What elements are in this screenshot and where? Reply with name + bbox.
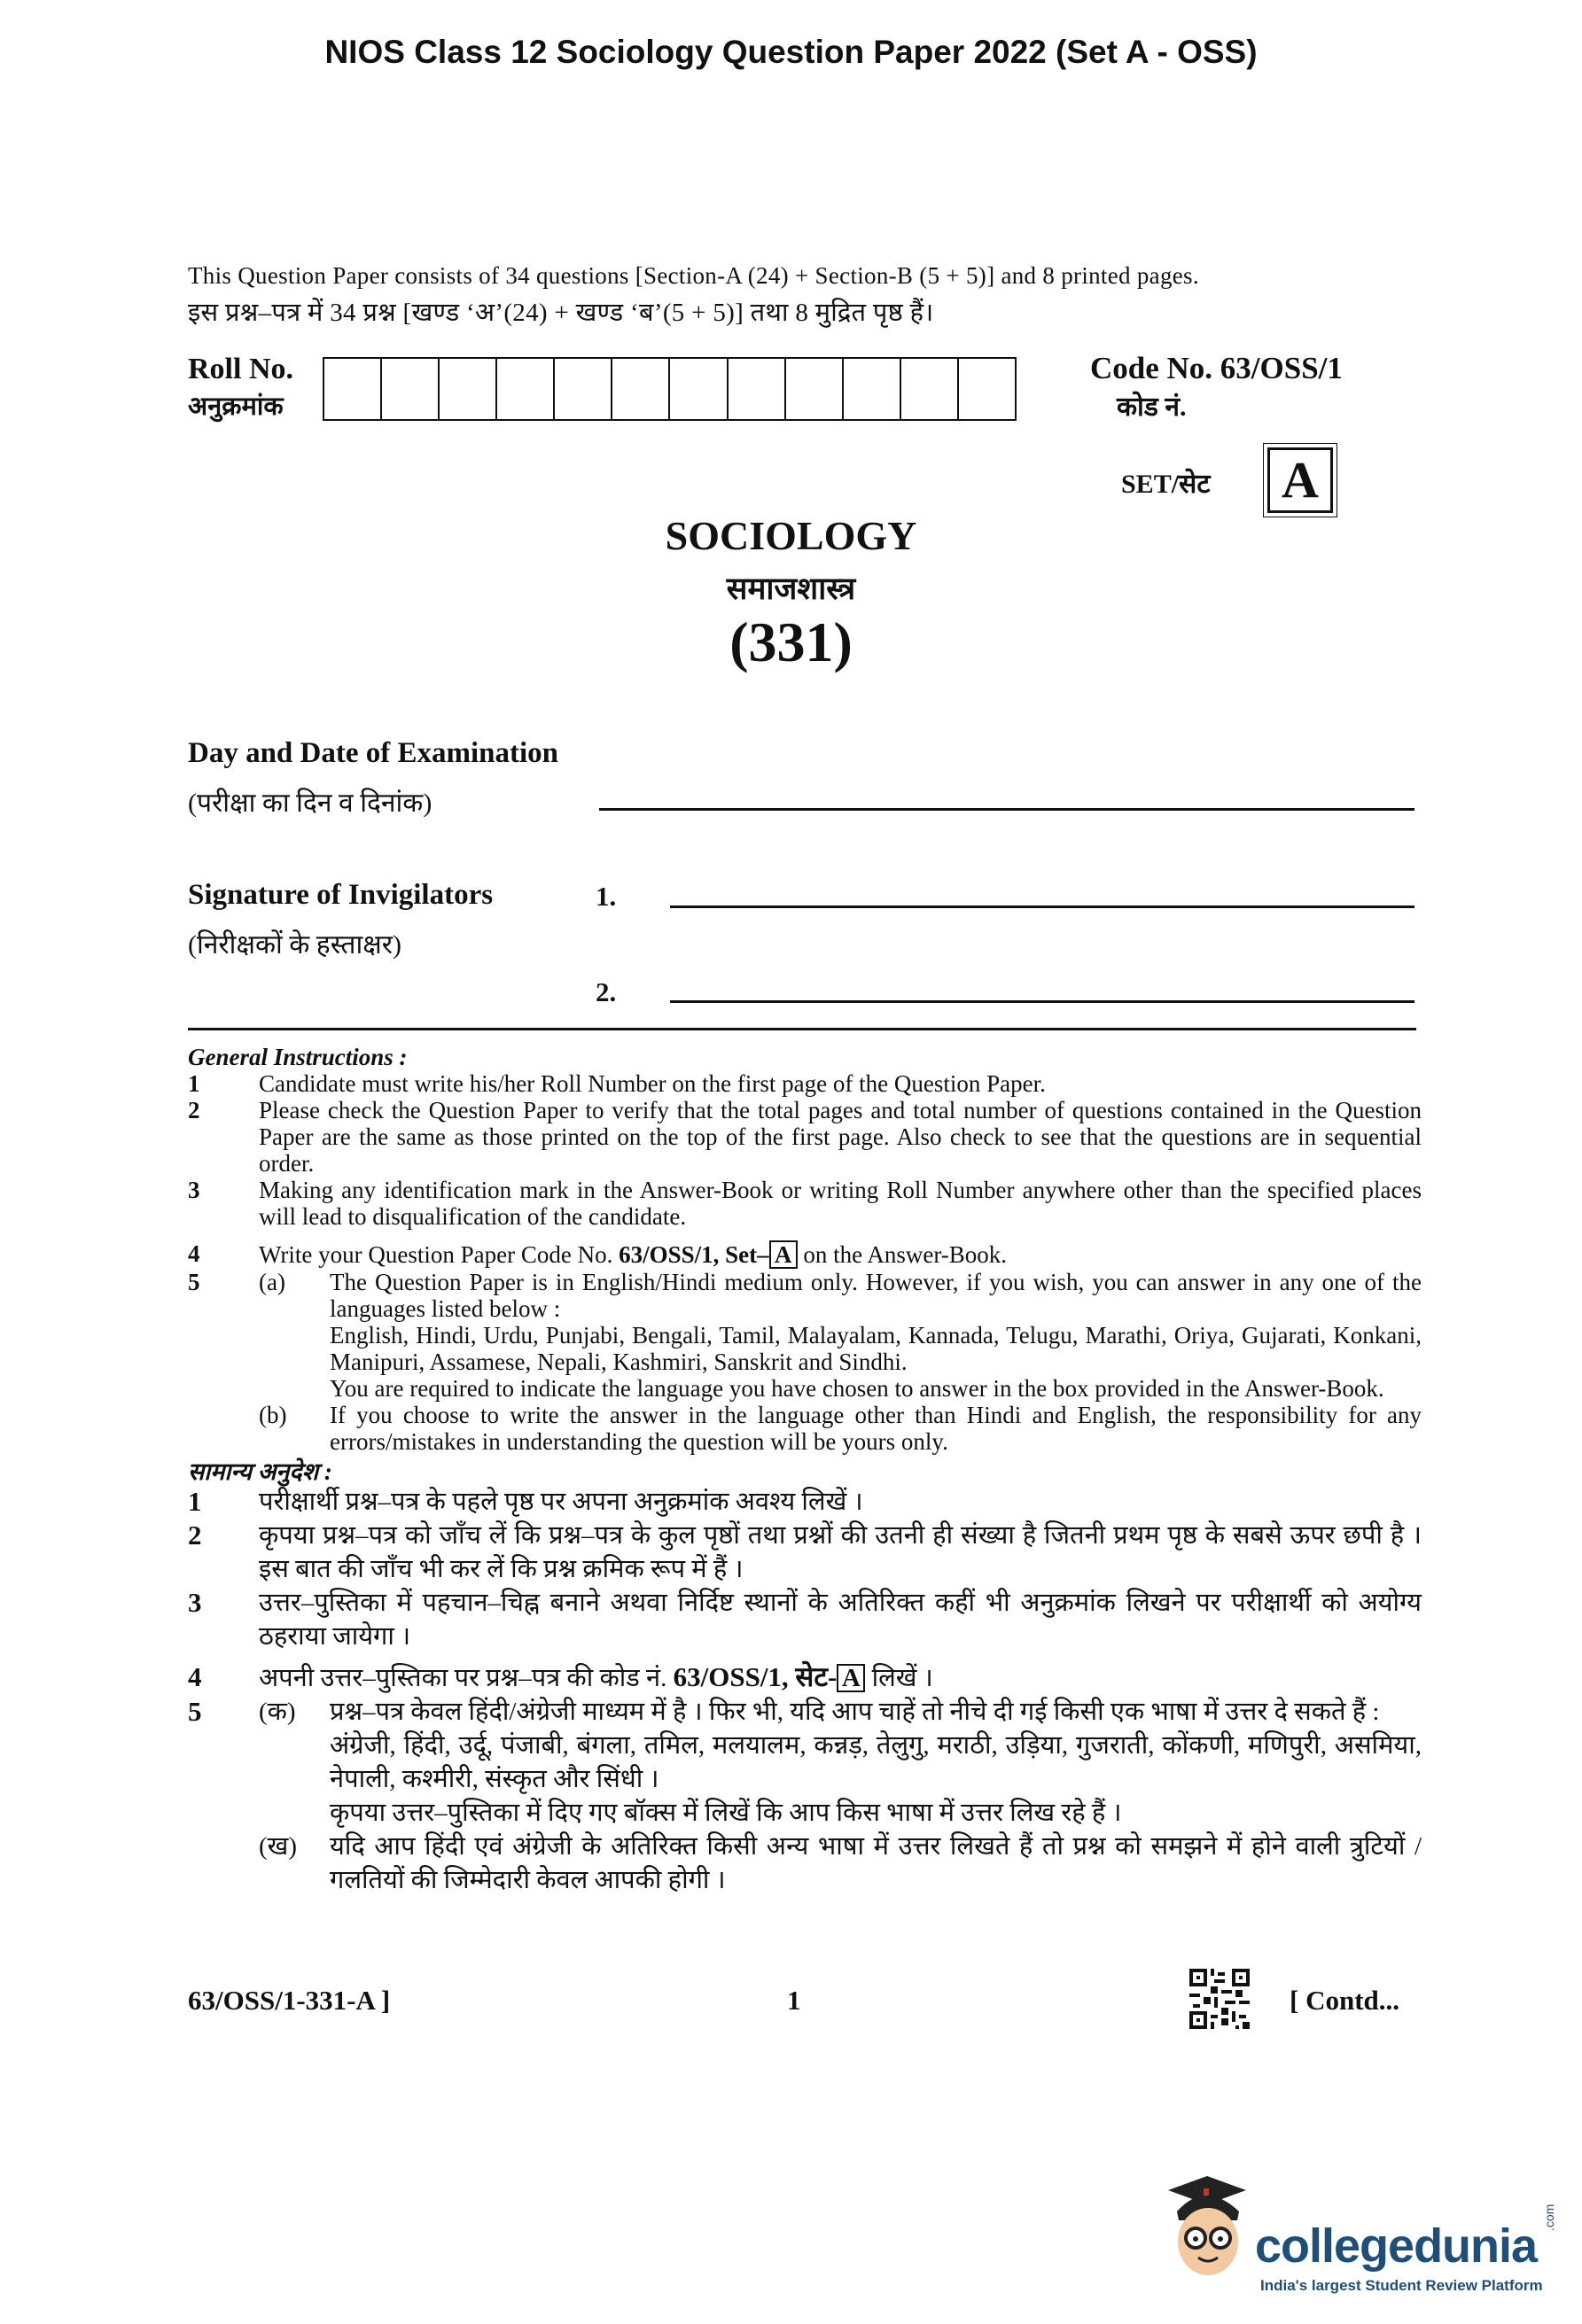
- invigilator-label-hi: (निरीक्षकों के हस्ताक्षर): [188, 930, 402, 960]
- roll-box[interactable]: [440, 359, 497, 419]
- roll-box[interactable]: [901, 359, 959, 419]
- roll-box[interactable]: [670, 359, 728, 419]
- code-label-hi: कोड नं.: [1117, 393, 1187, 422]
- exam-date-label: Day and Date of Examination: [188, 737, 559, 769]
- set-label: SET/सेट: [1121, 470, 1211, 499]
- instruction-item-hi: 4 अपनी उत्तर–पुस्तिका पर प्रश्न–पत्र की कोड नं. 63/OSS/1, सेट- A लिखें ।: [188, 1661, 933, 1692]
- set-box-inline: A: [769, 1240, 798, 1269]
- instructions-heading-en: General Instructions :: [188, 1044, 408, 1070]
- logo-wordmark: collegedunia: [1255, 2219, 1538, 2273]
- instructions-heading-hi: सामान्य अनुदेश :: [188, 1458, 332, 1485]
- instructions: [188, 1044, 1422, 1897]
- qr-code-icon: [1189, 1969, 1250, 2029]
- instruction-item-hi: (ख) यदि आप हिंदी एवं अंग्रेजी के अतिरिक्त किसी अन्य भाषा में उत्तर लिखते हैं तो प्रश्न को समझने में होने वाली त्रुटियों / गलतियों की जिम्मेदारी केवल आपकी होगी ।: [259, 1832, 1422, 1894]
- roll-box[interactable]: [555, 359, 612, 419]
- roll-box[interactable]: [786, 359, 844, 419]
- instruction-item: 5 (a) The Question Paper is in English/Hindi medium only. However, if you wish, you can answer in any one of the languages listed below : English, Hindi, Urdu, Punjabi, Bengali, Tamil, Malayalam, Kannada, Telugu, Marathi, Oriya, Gujarati, Konkani, Manipuri, Assamese, Nepali, Kashmiri, Sanskrit and Sindhi. You are required to indicate the language you have chosen to answer in the box provided in the Answer-Book.: [188, 1269, 1422, 1402]
- instruction-item: (b) If you choose to write the answer in the language other than Hindi and English, the responsibility for any errors/mistakes in understanding the question will be yours only.: [259, 1402, 1422, 1455]
- roll-number-label: [188, 351, 293, 425]
- logo-dotcom: .com: [1542, 2204, 1556, 2231]
- instruction-item: 3 Making any identification mark in the Answer-Book or writing Roll Number anywhere other than the specified places will lead to disqualification of the candidate.: [188, 1177, 1422, 1230]
- intro-hindi: इस प्रश्न–पत्र में 34 प्रश्न [खण्ड ‘अ’(24) + खण्ड ‘ब’(5 + 5)] तथा 8 मुद्रित पृष्ठ हैं।: [188, 299, 934, 327]
- invigilator-1-number: 1.: [596, 881, 617, 912]
- roll-box[interactable]: [844, 359, 901, 419]
- subject-title: SOCIOLOGY: [665, 513, 917, 558]
- roll-box[interactable]: [324, 359, 382, 419]
- exam-date-line[interactable]: [599, 808, 1414, 811]
- subject-code: (331): [729, 610, 853, 673]
- instruction-item-hi: 5 (क) प्रश्न–पत्र केवल हिंदी/अंग्रेजी माध्यम में है । फिर भी, यदि आप चाहें तो नीचे दी गई किसी एक भाषा में उत्तर दे सकते हैं : अंग्रेजी, हिंदी, उर्दू, पंजाबी, बंगला, तमिल, मलयालम, कन्नड़, तेलुगु, मराठी, उड़िया, गुजराती, कोंकणी, मणिपुरी, असमिया, नेपाली, कश्मीरी, संस्कृत और सिंधी । कृपया उत्तर–पुस्तिका में दिए गए बॉक्स में लिखें कि आप किस भाषा में उत्तर लिख रहे हैं ।: [188, 1696, 1422, 1827]
- invigilator-label: Signature of Invigilators: [188, 879, 494, 911]
- roll-box[interactable]: [729, 359, 786, 419]
- roll-number-boxes[interactable]: [323, 357, 1017, 421]
- page-number: 1: [787, 1985, 801, 2016]
- code-number: [1090, 349, 1343, 427]
- roll-label-hi: अनुक्रमांक: [188, 393, 284, 421]
- set-badge: A: [1267, 447, 1333, 513]
- instruction-item: 4 Write your Question Paper Code No. 63/OSS/1, Set– A on the Answer-Book.: [188, 1240, 1008, 1268]
- instruction-item: 1 Candidate must write his/her Roll Number on the first page of the Question Paper.: [188, 1070, 1046, 1097]
- roll-box[interactable]: [382, 359, 440, 419]
- code-label-en: Code No. 63/OSS/1: [1090, 351, 1343, 385]
- student-mascot-icon: [1152, 2162, 1259, 2286]
- instruction-item-hi: 1 परीक्षार्थी प्रश्न–पत्र के पहले पृष्ठ पर अपना अनुक्रमांक अवश्य लिखें ।: [188, 1486, 863, 1517]
- continued-label: [ Contd...: [1290, 1985, 1400, 2016]
- instruction-item-hi: 3 उत्तर–पुस्तिका में पहचान–चिह्न बनाने अथवा निर्दिष्ट स्थानों के अतिरिक्त कहीं भी अनुक्रमांक लिखने पर परीक्षार्थी को अयोग्य ठहराया जायेगा ।: [188, 1587, 1422, 1651]
- instruction-item: 2 Please check the Question Paper to verify that the total pages and total number of questions contained in the Question Paper are the same as those printed on the top of the first page. Also check to see that the questions are in sequential order.: [188, 1097, 1422, 1177]
- separator-line: [188, 1028, 1416, 1030]
- subject-title-hindi: समाजशास्त्र: [726, 571, 856, 606]
- intro-english: This Question Paper consists of 34 questions [Section-A (24) + Section-B (5 + 5)] and 8 printed pages.: [188, 262, 1199, 289]
- roll-box[interactable]: [612, 359, 670, 419]
- invigilator-1-line[interactable]: [670, 906, 1414, 908]
- invigilator-2-number: 2.: [596, 976, 617, 1007]
- roll-box[interactable]: [959, 359, 1015, 419]
- roll-box[interactable]: [497, 359, 555, 419]
- collegedunia-logo[interactable]: [1152, 2162, 1569, 2312]
- footer-paper-code: 63/OSS/1-331-A ]: [188, 1985, 391, 2016]
- instruction-item-hi: 2 कृपया प्रश्न–पत्र को जाँच लें कि प्रश्न–पत्र के कुल पृष्ठों तथा प्रश्नों की उतनी ही संख्या है जितनी प्रथम पृष्ठ के सबसे ऊपर छपी है । इस बात की जाँच भी कर लें कि प्रश्न क्रमिक रूप में हैं ।: [188, 1520, 1422, 1583]
- invigilator-2-line[interactable]: [670, 1000, 1414, 1003]
- exam-date-label-hi: (परीक्षा का दिन व दिनांक): [188, 789, 433, 818]
- document-header-title: NIOS Class 12 Sociology Question Paper 2022 (Set A - OSS): [324, 34, 1258, 70]
- logo-tagline: India's largest Student Review Platform: [1260, 2277, 1543, 2294]
- roll-label-en: Roll No.: [188, 353, 293, 385]
- set-box-inline-hi: A: [837, 1664, 865, 1692]
